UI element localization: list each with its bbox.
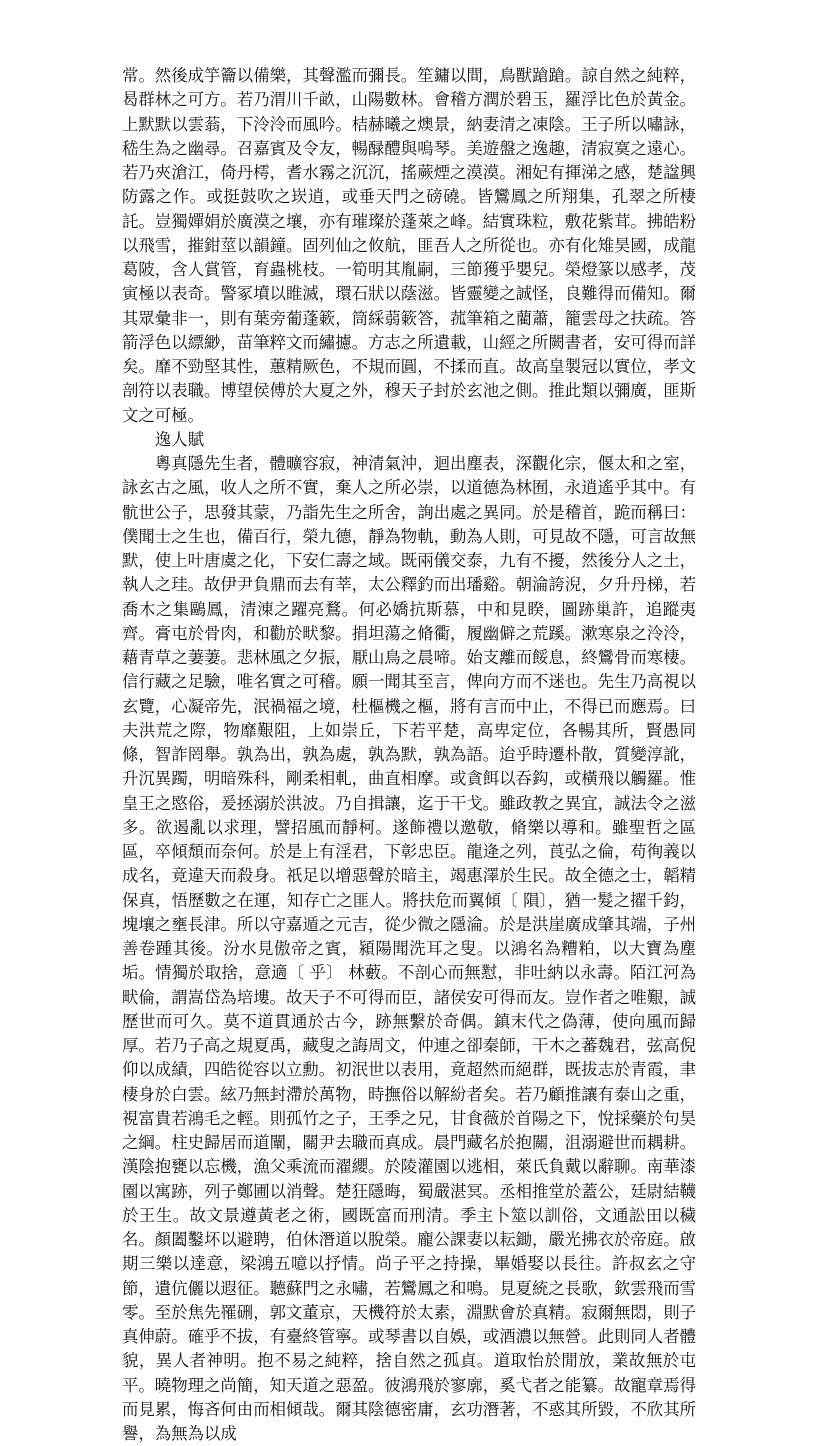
section-title: 逸人賦 (154, 429, 204, 449)
body-paragraph-1: 常。然後成竽籥以備樂，其聲濫而彌長。笙鏞以間，鳥獸蹌蹌。諒自然之純粹，曷群林之可方。若乃渭川千畝，山陽數林。會稽方潤於碧玉，羅浮比色於黃金。上默默以雲蓊，下泠泠而風吟。桔赫曦之燠景，納妻清之凍陰。王子所以嘯詠，嵇生為之幽尋。召嘉賓及令友，暢醁醴與嗚琴。美遊盤之逸趣，清寂寞之遠心。若乃夾滄江，倚丹樗，耆水霧之沉沉，搖蕨煙之漠漠。湘妃有揮涕之感，楚諡興防露之作。或挺鼓吹之崁逍，或垂天門之磅磽。皆鸞鳳之所翔集，孔翠之所棲託。豈獨嬋娟於廣漠之壤，亦有璀璨於蓬萊之峰。結實珠粒，敷花紫茸。拂皓粉以飛雪，摧鉗莖以韻鐘。固列仙之攸航，匪吾人之所從也。亦有化雉昊國，成龍葛陂，含人賞管，育蟲桃枝。一筍明其胤嗣，三節獲乎嬰兒。榮燈篆以感孝，茂寅極以表奇。警冢墳以睢滅，環石狀以蔭滋。皆靈變之誠怪，良難得而備知。爾其眾彙非一，則有葉旁葡蓬簌，筒綵蒻簌答，菰筆箱之藺蕭，籠雲母之扶疏。答箭浮色以縹緲，苗筆粹文而繡攄。方志之所遺載，山經之所闕書者，安可得而詳矣。靡不勁堅其性，蕙精厥色，不規而圓，不揉而直。故高皇製冠以實位，孝文剖符以表職。博望侯傅於大夏之外，穆天子封於玄池之側。推此類以彌廣，匪斯文之可極。 (122, 66, 696, 425)
document-page (122, 64, 696, 1443)
body-paragraph-2: 粵真隱先生者，體曠容寂，神清氣沖，迴出塵表，深觀化宗，偃太和之室，詠玄古之風，收人之所不實，棄人之所必崇，以道德為林囿，永逍遙乎其中。有骯世公子，思發其蒙，乃詣先生之所舍，詢出處之異同。於是稽首，跪而稱曰：僕聞士之生也，備百行，榮九德，靜為物軌，動為人則，可見故不隱，可言故無默，使上叶唐虞之化，下安仁壽之域。既兩儀交泰，九有不擾，然後分人之土，執人之珪。故伊尹負鼎而去有莘，太公釋釣而出璠谿。朝淪誇淣，夕升丹梯，若喬木之集鷗鳳，清涷之躍亮鶩。何必嬌抗斯慕，中和見睽，圖跡巢許，追蹤夷齊。膏屯於骨肉，和勸於畎黎。捐坦蕩之脩衢，履幽僻之荒蹊。漱寒泉之泠泠，藉青草之萋萋。悲林風之夕振，厭山鳥之晨啼。始支離而餒息，終鸞骨而寒棲。信行藏之足驗，唯名實之可稽。願一聞其至言，俾向方而不迷也。先生乃高視以玄覽，心凝帝先，泯禍福之境，杜樞機之樞，將有言而中止，不得已而應焉。曰夫洪荒之際，物靡艱阻，上如崇丘，下若平楚，高卑定位，各暢其所，賢愚同條，智詐罔舉。孰為出，孰為處，孰為默，孰為語。迨乎時遷朴散，質變淳訛，升沉異躅，明暗殊科，剛柔相軋，曲直相摩。或貪餌以吞鈎，或橫飛以觸羅。惟皇王之愍俗，爰拯溺於洪波。乃自揖讓，迄于干戈。雖政教之異宜，誠法令之滋多。欲遏亂以求理，譬招風而靜柯。遂飾禮以邀敬，脩樂以導和。雖聖哲之區區，卒傾頹而奈何。於是上有淫君，下彰忠臣。龍逄之列，莨弘之倫，苟徇義以成名，竟違天而殺身。祇足以增惡聲於暗主，竭惠澤於生民。故全德之士，韜精保真，悟歷數之在運，知存亡之匪人。將扶危而翼傾〔 隕〕，猶一髮之擢千鈞，塊壤之壅長津。所以守嘉遁之元吉，從少微之隱淪。於是洪崖廣成肇其端，子州善卷踵其後。汾水見傲帝之賓，潁陽聞洗耳之叟。以鴻名為糟粕，以大寶為塵垢。情獨於取捨，意適〔 乎〕 林藪。不剖心而無懟，非吐納以永壽。陌江河為畎倫，謂嵩岱為培塿。故天子不可得而臣，諸侯安可得而友。豈作者之唯艱，誠歷世而可久。莫不道貫通於古今，跡無繫於奇偶。鎮末代之偽薄，使向風而歸厚。若乃子高之規夏禹，藏叟之誨周文，仲連之卻秦師，干木之蕃魏君，弦高倪仰以成績，四皓從容以立勳。初泯世以表用，竟超然而絕群，既拔志於青霞，聿棲身於白雲。絃乃無封滯於萬物，時撫俗以解紛者矣。若乃顧推讓有泰山之重，視富貴若鴻毛之輕。則孤竹之子，王季之兄，甘食薇於首陽之下，悅採藥於句昊之綱。柱史歸居而道闡，關尹去職而真成。晨門藏名於抱關，沮溺避世而耦耕。漢陰抱甕以忘機，漁父乘流而濯纓。於陵灌園以逃相，萊氏負戴以辭聊。南華漆園以寓跡，列子鄭圃以消聲。楚狂隱晦，蜀嚴湛冥。丞相推堂於蓋公，廷尉結韈於王生。故文景遵黃老之術，國既富而刑清。季主卜筮以訓俗，文通訟田以穢名。顏闔鑿坏以避聘，伯休潛道以脫榮。龐公課妻以耘鋤，嚴光拂衣於帝庭。啟期三樂以達意，梁鴻五噫以抒情。尚子平之持操，畢婚娶以長往。許叔玄之守節，遺伉儷以遐征。聽蘇門之永嘯，若鸞鳳之和鳴。見夏統之長歌，欽雲飛而雪零。至於焦先罹硎，郭文董京，天機符於太素，淵默會於真精。寂爾無悶，則子真伸蔚。確乎不拔，有臺終管寧。或琴書以自娛，或酒濃以無營。此則同人者體貌，異人者神明。抱不易之純粹，捨自然之孤貞。道取怡於閒放，業故無於屯平。曉物理之尚簡，知天道之惡盈。彼鴻飛於寥廓，奚弋者之能纂。故寵章焉得而見累，悔吝何由而相傾哉。爾其陰德密庸，玄功潛著，不惑其所毀，不欣其所譽，為無為以成 (122, 454, 696, 1443)
